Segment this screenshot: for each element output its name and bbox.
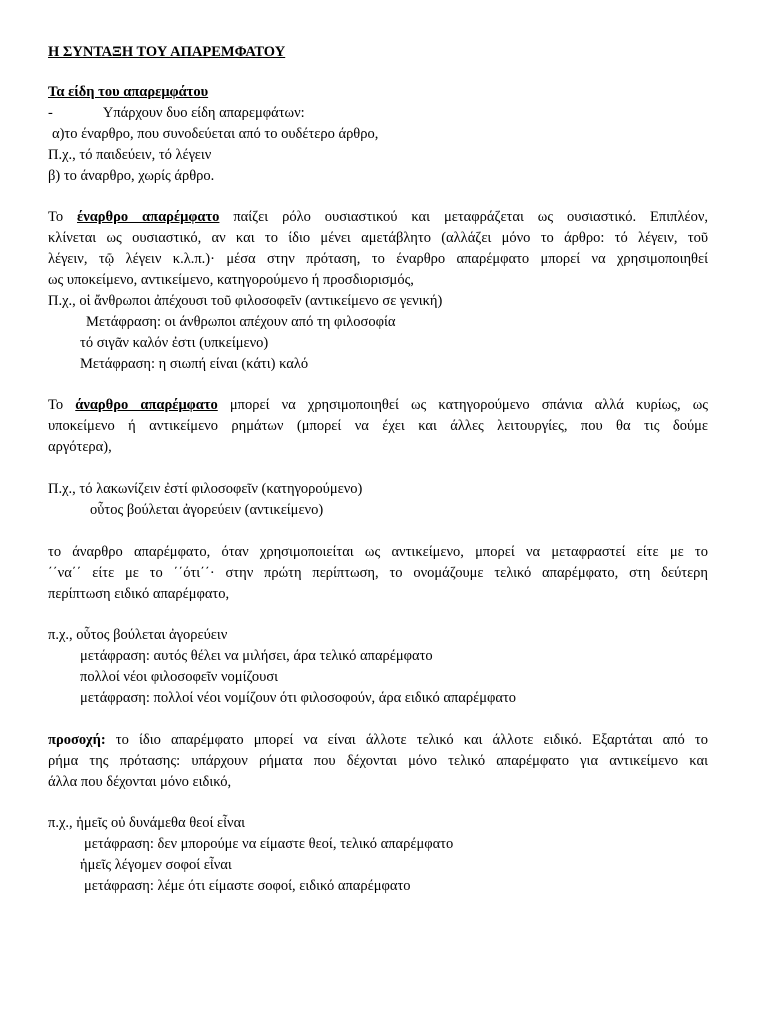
enarthro-translation-1: Μετάφραση: οι άνθρωποι απέχουν από τη φιλοσοφία: [86, 314, 396, 330]
object-use-translation-1: μετάφραση: αυτός θέλει να μιλήσει, άρα τελικό απαρέμφατο: [80, 648, 433, 664]
enarthro-line-1: Το έναρθρο απαρέμφατο παίζει ρόλο ουσιαστικού και μεταφράζεται ως ουσιαστικό. Επιπλέον,: [48, 209, 709, 225]
object-use-example-1: π.χ., οὗτος βούλεται ἀγορεύειν: [48, 627, 228, 643]
object-use-example-2: πολλοί νέοι φιλοσοφεῖν νομίζουσι: [80, 669, 279, 685]
kinds-intro-line: [48, 103, 305, 123]
anarthro-line-2: υποκείμενο ή αντικείμενο ρημάτων (μπορεί να έχει και άλλες λειτουργίες, που θα τις δούμε: [48, 418, 708, 434]
list-dash: -: [48, 105, 53, 121]
enarthro-line-4: ως υποκείμενο, αντικείμενο, κατηγορούμενο ή προσδιορισμός,: [48, 272, 414, 288]
kind-a: α)το έναρθρο, που συνοδεύεται από το ουδέτερο άρθρο,: [52, 126, 379, 142]
object-use-translation-2: μετάφραση: πολλοί νέοι νομίζουν ότι φιλοσοφούν, άρα ειδικό απαρέμφατο: [80, 690, 517, 706]
enarthro-translation-2: Μετάφραση: η σιωπή είναι (κάτι) καλό: [80, 356, 309, 372]
enarthro-line-2: κλίνεται ως ουσιαστικό, αν και το ίδιο μένει αμετάβλητο (αλλάζει μόνο το άρθρο: τό λέγειν, τοῦ: [48, 230, 708, 246]
anarthro-example-2: οὗτος βούλεται ἀγορεύειν (αντικείμενο): [90, 502, 324, 518]
kind-a-example: Π.χ., τό παιδεύειν, τό λέγειν: [48, 147, 212, 163]
attention-example-2: ἡμεῖς λέγομεν σοφοί εἶναι: [80, 857, 232, 873]
attention-example-1: π.χ., ἡμεῖς οὐ δυνάμεθα θεοί εἶναι: [48, 815, 246, 831]
anarthro-line-1: Το άναρθρο απαρέμφατο μπορεί να χρησιμοποιηθεί ως κατηγορούμενο σπάνια αλλά κυρίως, ως: [48, 397, 708, 413]
object-use-line-3: περίπτωση ειδικό απαρέμφατο,: [48, 586, 230, 602]
object-use-line-2: ΄΄να΄΄ είτε με το ΄΄ότι΄΄· στην πρώτη περίπτωση, το ονομάζουμε τελικό απαρέμφατο, στη δεύτερη: [48, 565, 708, 581]
kind-b: β) το άναρθρο, χωρίς άρθρο.: [48, 168, 215, 184]
attention-translation-2: μετάφραση: λέμε ότι είμαστε σοφοί, ειδικό απαρέμφατο: [84, 878, 411, 894]
anarthro-line-3: αργότερα),: [48, 439, 112, 455]
object-use-line-1: το άναρθρο απαρέμφατο, όταν χρησιμοποιείται ως αντικείμενο, μπορεί να μεταφραστεί είτε με το: [48, 544, 708, 560]
enarthro-example-1: Π.χ., οἱ ἄνθρωποι ἀπέχουσι τοῦ φιλοσοφεῖν (αντικείμενο σε γενική): [48, 293, 443, 309]
attention-line-3: άλλα που δέχονται μόνο ειδικό,: [48, 774, 232, 790]
attention-translation-1: μετάφραση: δεν μπορούμε να είμαστε θεοί, τελικό απαρέμφατο: [84, 836, 454, 852]
attention-label: προσοχή:: [48, 732, 106, 748]
anarthro-term: άναρθρο απαρέμφατο: [75, 397, 218, 413]
enarthro-term: έναρθρο απαρέμφατο: [77, 209, 220, 225]
section-heading: Τα είδη του απαρεμφάτου: [48, 84, 209, 100]
kinds-intro: Υπάρχουν δυο είδη απαρεμφάτων:: [102, 105, 305, 121]
enarthro-line-3: λέγειν, τῷ λέγειν κ.λ.π.)· μέσα στην πρόταση, το έναρθρο απαρέμφατο μπορεί να χρησιμοποιηθεί: [48, 251, 708, 267]
attention-line-2: ρήμα της πρότασης: υπάρχουν ρήματα που δέχονται μόνο τελικό απαρέμφατο για αντικείμενο και: [48, 753, 708, 769]
document-title: Η ΣΥΝΤΑΞΗ ΤΟΥ ΑΠΑΡΕΜΦΑΤΟΥ: [48, 44, 286, 60]
attention-line-1: προσοχή: το ίδιο απαρέμφατο μπορεί να είναι άλλοτε τελικό και άλλοτε ειδικό. Εξαρτάται από το: [48, 732, 708, 748]
anarthro-example-1: Π.χ., τό λακωνίζειν ἐστί φιλοσοφεῖν (κατηγορούμενο): [48, 481, 363, 497]
enarthro-example-2: τό σιγᾶν καλόν ἐστι (υπκείμενο): [80, 335, 269, 351]
